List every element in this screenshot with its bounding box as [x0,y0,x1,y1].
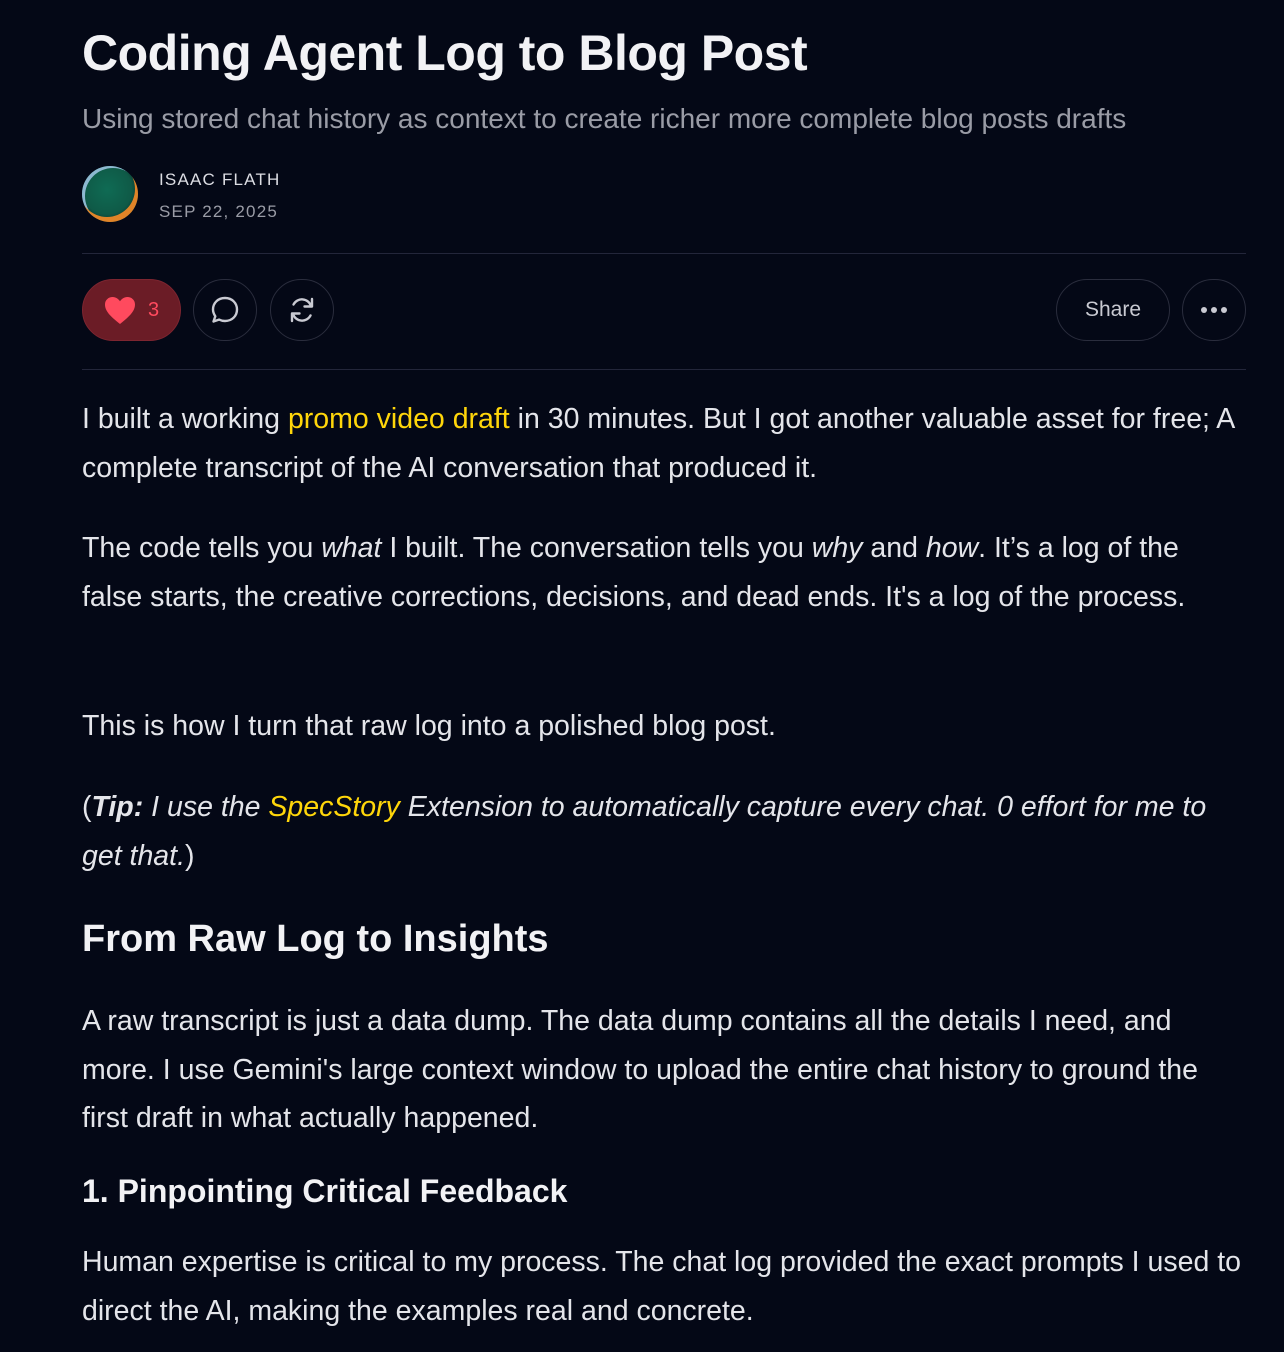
divider [82,369,1246,370]
specstory-link[interactable]: SpecStory [268,791,400,823]
byline [82,166,482,226]
post-date: SEP 22, 2025 [159,202,279,221]
tip-label: Tip: [91,791,144,823]
comment-button[interactable] [193,279,257,341]
text: in 30 minutes. But I got another valuable asset for free; A complete transcript of the AI conversation that produced it. [82,403,1234,484]
text: The code tells you [82,532,322,564]
text: and [862,532,926,564]
post-actions [82,279,1246,343]
emphasis: why [811,532,863,564]
comment-bubble-icon [210,295,240,325]
text: I built. The conversation tells you [381,532,812,564]
post-subtitle: Using stored chat history as context to create richer more complete blog posts drafts [82,103,1127,134]
author-avatar[interactable] [82,166,138,222]
post-title: Coding Agent Log to Blog Post [82,25,808,81]
text: ) [185,839,195,872]
more-dots-icon [1200,306,1228,314]
author-name[interactable]: ISAAC FLATH [159,170,281,189]
text: . It’s a log of the false starts, the creative corrections, decisions, and dead ends. It's a log of the process. [82,532,1186,613]
text: I built a working [82,403,288,435]
subsection-heading: 1. Pinpointing Critical Feedback [82,1173,568,1209]
paragraph [82,524,1246,621]
share-button[interactable]: Share [1056,279,1170,341]
paragraph: A raw transcript is just a data dump. The data dump contains all the details I need, and more. I use Gemini's large context window to upload the entire chat history to ground the first draft in what actually happened. [82,1005,1198,1134]
tip-paragraph [82,783,1246,880]
text: I use the [143,791,269,823]
like-button[interactable] [82,279,181,341]
divider [82,253,1246,254]
paragraph [82,395,1246,492]
emphasis: what [321,532,382,564]
text: Extension to automatically capture every chat. 0 effort for me to get that. [82,791,1207,872]
paragraph: This is how I turn that raw log into a polished blog post. [82,710,776,742]
paragraph: Human expertise is critical to my process. The chat log provided the exact prompts I used to direct the AI, making the examples real and concrete. [82,1246,1242,1327]
text: ( [82,791,92,823]
heart-icon [104,296,136,325]
section-heading: From Raw Log to Insights [82,918,549,960]
restack-button[interactable] [270,279,334,341]
emphasis: how [925,532,979,564]
more-options-button[interactable] [1182,279,1246,341]
restack-icon [287,295,317,325]
promo-video-draft-link[interactable]: promo video draft [287,403,510,435]
like-count: 3 [147,298,160,321]
